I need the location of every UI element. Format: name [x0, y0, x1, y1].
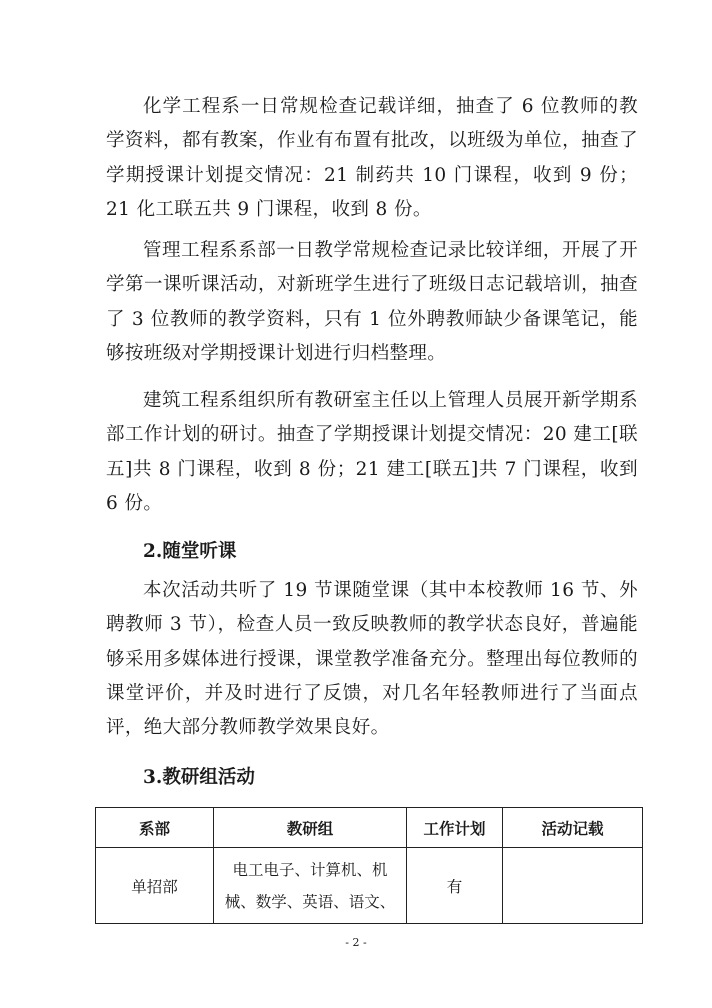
paragraph-architecture-engineering: 建筑工程系组织所有教研室主任以上管理人员展开新学期系部工作计划的研讨。抽查了学期授课计划提交情况：20 建工[联五]共 8 门课程，收到 8 份；21 建工[联五]共 7 门课程，收到 6 份。 — [106, 390, 638, 514]
paragraph-chemical-engineering: 化学工程系一日常规检查记载详细，抽查了 6 位教师的教学资料，都有教案，作业有布置有批改，以班级为单位，抽查了学期授课计划提交情况：21 制药共 10 门课程，收到 9 份；21 化工联五共 9 门课程，收到 8 份。 — [106, 96, 638, 220]
paragraph-management-engineering: 管理工程系系部一日教学常规检查记录比较详细，开展了开学第一课听课活动，对新班学生进行了班级日志记载培训，抽查了 3 位教师的教学资料，只有 1 位外聘教师缺少备课笔记，能够按班级对学期授课计划进行归档整理。 — [106, 240, 638, 364]
teaching-research-table — [95, 807, 643, 924]
page-number: - 2 - — [345, 936, 367, 949]
column-header-work-plan: 工作计划 — [407, 808, 503, 848]
cell-work-plan: 有 — [407, 848, 503, 924]
paragraph-class-observation: 本次活动共听了 19 节课随堂课（其中本校教师 16 节、外聘教师 3 节），检查人员一致反映教师的教学状态良好，普遍能够采用多媒体进行授课，课堂教学准备充分。整理出每位教师的课堂评价，并及时进行了反馈，对几名年轻教师进行了当面点评，绝大部分教师教学效果良好。 — [106, 580, 638, 739]
section-heading-class-observation: 2.随堂听课 — [143, 541, 237, 562]
table-row — [96, 848, 643, 924]
cell-activity-record — [503, 848, 643, 924]
column-header-department: 系部 — [96, 808, 214, 848]
table-header-row — [96, 808, 643, 848]
cell-research-groups: 电工电子、计算机、机械、数学、英语、语文、 — [214, 848, 407, 924]
section-heading-teaching-research: 3.教研组活动 — [143, 767, 255, 788]
cell-department: 单招部 — [96, 848, 214, 924]
column-header-research-group: 教研组 — [214, 808, 407, 848]
column-header-activity-record: 活动记载 — [503, 808, 643, 848]
